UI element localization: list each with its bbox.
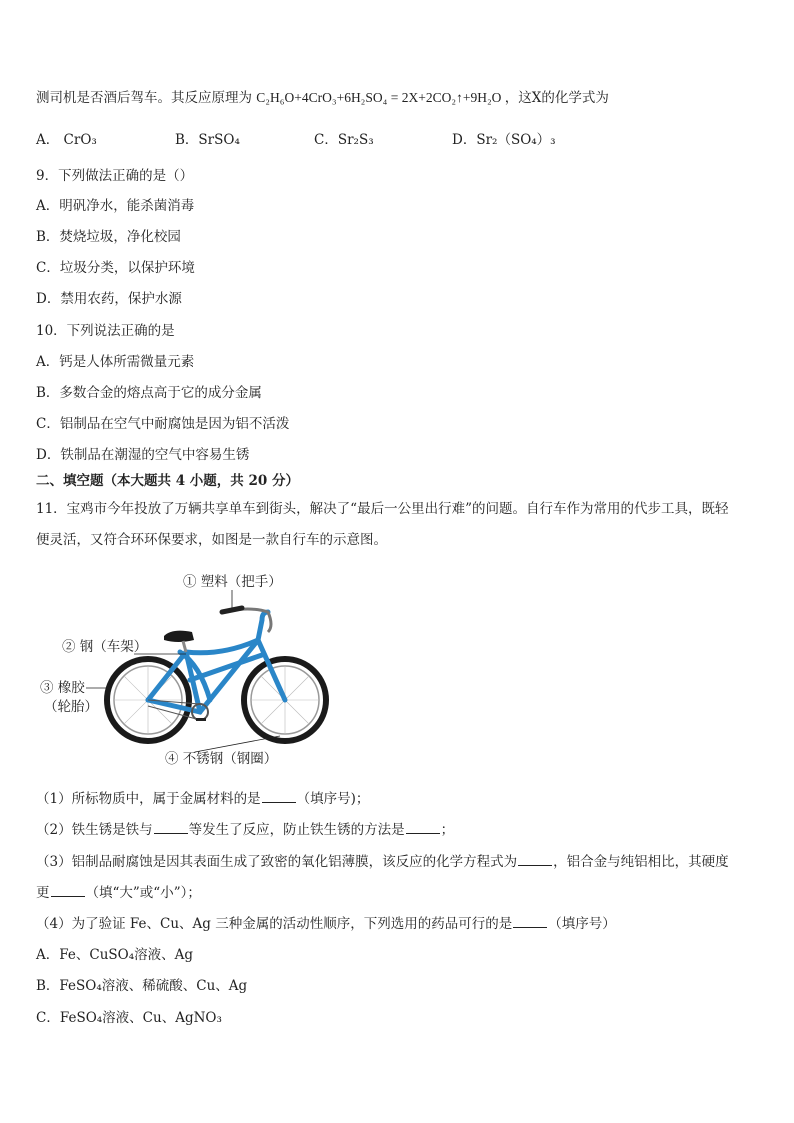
seat-post bbox=[183, 641, 186, 652]
q9-option-c: C．垃圾分类，以保护环境 bbox=[36, 260, 195, 276]
q8-option-a: A． CrO₃ bbox=[36, 132, 97, 148]
eq-equals: = bbox=[390, 90, 399, 105]
q10-option-d: D．铁制品在潮湿的空气中容易生锈 bbox=[36, 447, 250, 463]
q11-sub1: （1）所标物质中，属于金属材料的是 （填序号)； bbox=[36, 791, 370, 807]
eq-plus2: + bbox=[336, 90, 345, 105]
eq-product1: 2X bbox=[401, 90, 419, 105]
handle-grip bbox=[222, 608, 242, 612]
eq-gas-arrow: ↑ bbox=[456, 90, 463, 105]
q11-sub4-option-a: A．Fe、CuSO₄溶液、Ag bbox=[36, 947, 194, 963]
q11-sub4-option-b: B．FeSO₄溶液、稀硫酸、Cu、Ag bbox=[36, 978, 248, 994]
q10-option-a: A．钙是人体所需微量元素 bbox=[36, 354, 195, 370]
q10-option-b: B．多数合金的熔点高于它的成分金属 bbox=[36, 385, 262, 401]
label-stainless-rim: ④ 不锈钢（钢圈） bbox=[165, 751, 278, 767]
q8-option-d: D．Sr₂（SO₄）₃ bbox=[452, 132, 556, 148]
q8-stem-prefix: 测司机是否酒后驾车。其反应原理为 bbox=[36, 90, 252, 106]
q11-sub3-line1: （3）铝制品耐腐蚀是因其表面生成了致密的氧化铝薄膜，该反应的化学方程式为 ，铝合金与纯铝相比，其硬度 bbox=[36, 854, 729, 870]
answer-blank[interactable] bbox=[518, 853, 552, 866]
q9-option-a: A．明矾净水，能杀菌消毒 bbox=[36, 198, 195, 214]
spokes bbox=[114, 666, 319, 734]
eq-product3: +9H₂O bbox=[462, 90, 502, 105]
q11-stem-line1: 11．宝鸡市今年投放了万辆共享单车到街头，解决了“最后一公里出行难”的问题。自行车作为常用的代步工具，既轻 bbox=[36, 501, 729, 517]
q11-sub3-line2: 更 （填“大”或“小”）； bbox=[36, 885, 201, 901]
answer-blank[interactable] bbox=[51, 884, 85, 897]
answer-blank[interactable] bbox=[513, 915, 547, 928]
q8-option-b: B．SrSO₄ bbox=[175, 132, 240, 148]
label-plastic-handle: ① 塑料（把手） bbox=[183, 574, 282, 590]
eq-reactant3: 6H₂SO₄ bbox=[344, 90, 388, 105]
q8-stem-suffix: ，这X的化学式为 bbox=[504, 90, 609, 106]
q9-option-d: D．禁用农药，保护水源 bbox=[36, 291, 182, 307]
eq-product2: 2CO₂ bbox=[425, 90, 457, 105]
q10-stem: 10．下列说法正确的是 bbox=[36, 323, 175, 339]
q11-sub4: （4）为了验证 Fe、Cu、Ag 三种金属的活动性顺序，下列选用的药品可行的是 （填序号） bbox=[36, 916, 616, 932]
answer-blank[interactable] bbox=[406, 821, 440, 834]
label-steel-frame: ② 钢（车架） bbox=[62, 639, 148, 655]
q11-stem-line2: 便灵活，又符合环环保要求，如图是一款自行车的示意图。 bbox=[36, 532, 387, 548]
q10-option-c: C．铝制品在空气中耐腐蚀是因为铝不活泼 bbox=[36, 416, 290, 432]
head-tube bbox=[258, 612, 268, 640]
q8-option-c: C．Sr₂S₃ bbox=[314, 132, 374, 148]
eq-reactant1: C₂H₆O bbox=[256, 90, 295, 105]
q11-sub2: （2）铁生锈是铁与 等发生了反应，防止铁生锈的方法是 ； bbox=[36, 822, 455, 838]
answer-blank[interactable] bbox=[154, 821, 188, 834]
q11-sub4-option-c: C．FeSO₄溶液、Cu、AgNO₃ bbox=[36, 1010, 222, 1026]
eq-reactant2: 4CrO₃ bbox=[301, 90, 337, 105]
eq-plus3: + bbox=[418, 90, 426, 105]
label-tire: （轮胎） bbox=[44, 699, 98, 715]
saddle bbox=[164, 631, 194, 642]
q9-stem: 9．下列做法正确的是（） bbox=[36, 168, 194, 184]
section-title: 二、填空题（本大题共 4 小题，共 20 分） bbox=[36, 473, 299, 489]
answer-blank[interactable] bbox=[262, 790, 296, 803]
pedal bbox=[196, 718, 206, 721]
eq-plus1: + bbox=[294, 90, 302, 105]
q9-option-b: B．焚烧垃圾，净化校园 bbox=[36, 229, 181, 245]
label-rubber: ③ 橡胶 bbox=[40, 680, 85, 696]
